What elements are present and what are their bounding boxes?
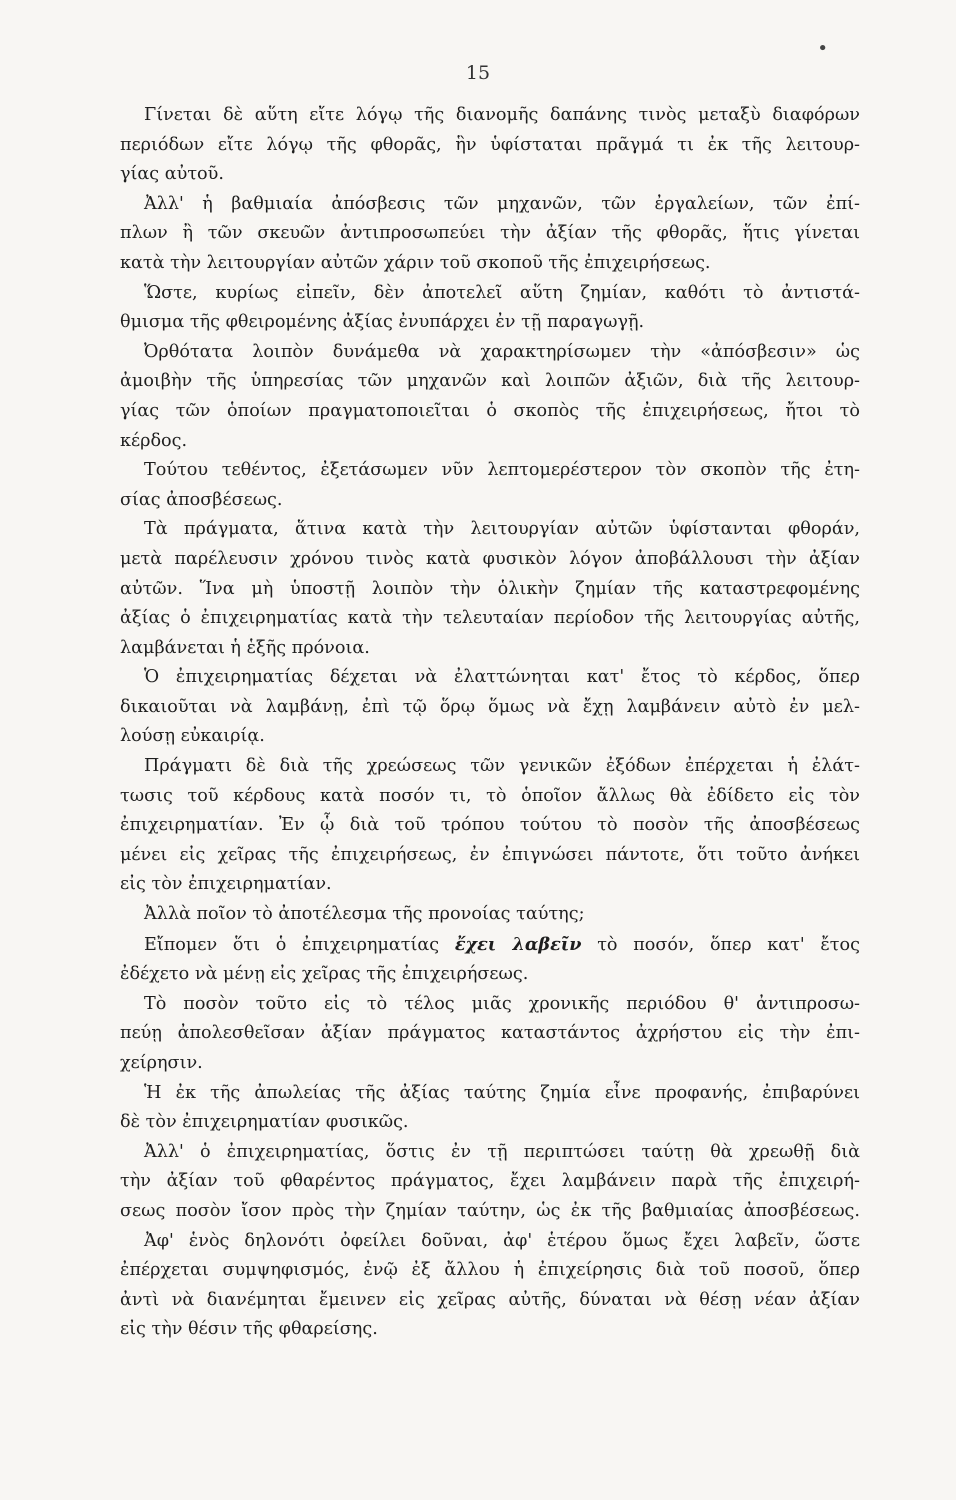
text-line: μετὰ παρέλευσιν χρόνου τινὸς κατὰ φυσικὸν λόγον ἀποβάλλουσι τὴν ἀξίαν: [120, 548, 860, 569]
text-line: Τούτου τεθέντος, ἐξετάσωμεν νῦν λεπτομερέστερον τὸν σκοπὸν τῆς ἐτη-: [144, 460, 860, 481]
text-line: κέρδος.: [120, 430, 188, 451]
text-line: Πράγματι δὲ διὰ τῆς χρεώσεως τῶν γενικῶν ἐξόδων ἐπέρχεται ἡ ἐλάτ-: [144, 756, 860, 777]
text-line: ἀξίας ὁ ἐπιχειρηματίας κατὰ τὴν τελευταίαν περίοδον τῆς λειτουργίας αὐτῆς,: [120, 608, 860, 629]
text-line: Τὰ πράγματα, ἅτινα κατὰ τὴν λειτουργίαν αὐτῶν ὑφίστανται φθοράν,: [144, 519, 860, 540]
text-line: τωσις τοῦ κέρδους κατὰ ποσόν τι, τὸ ὁποῖον ἄλλως θὰ ἐδίδετο εἰς τὸν: [120, 785, 860, 806]
text-line: σίας ἀποσβέσεως.: [120, 489, 283, 510]
text-line: κατὰ τὴν λειτουργίαν αὐτῶν χάριν τοῦ σκοποῦ τῆς ἐπιχειρήσεως.: [120, 252, 711, 273]
text-line: μένει εἰς χεῖρας τῆς ἐπιχειρήσεως, ἐν ἐπιγνώσει πάντοτε, ὅτι τοῦτο ἀνήκει: [120, 844, 860, 865]
text-line: δὲ τὸν ἐπιχειρηματίαν φυσικῶς.: [120, 1112, 409, 1133]
text-line: γίας αὐτοῦ.: [120, 164, 224, 185]
text-line: Ὀρθότατα λοιπὸν δυνάμεθα νὰ χαρακτηρίσωμεν τὴν «ἀπόσβεσιν» ὡς: [144, 341, 860, 362]
text-line: γίας τῶν ὁποίων πραγματοποιεῖται ὁ σκοπὸς τῆς ἐπιχειρήσεως, ἤτοι τὸ: [120, 400, 860, 421]
text-line: λούσῃ εὐκαιρίᾳ.: [120, 726, 265, 747]
page-number: 15: [465, 62, 491, 84]
text-line: Ἀλλ' ἡ βαθμιαία ἀπόσβεσις τῶν μηχανῶν, τῶν ἐργαλείων, τῶν ἐπί-: [144, 193, 860, 214]
text-segment: Εἴπομεν ὅτι ὁ ἐπιχειρηματίας: [144, 934, 455, 955]
text-line: ἀντὶ νὰ διανέμηται ἔμεινεν εἰς χεῖρας αὐτῆς, δύναται νὰ θέσῃ νέαν ἀξίαν: [120, 1289, 860, 1310]
text-line: Γίνεται δὲ αὕτη εἴτε λόγῳ τῆς διανομῆς δαπάνης τινὸς μεταξὺ διαφόρων: [144, 105, 860, 125]
body-text: [120, 101, 860, 1345]
text-line: εἰς τὸν ἐπιχειρηματίαν.: [120, 874, 332, 895]
text-line: θμισμα τῆς φθειρομένης ἀξίας ἐνυπάρχει ἐν τῇ παραγωγῇ.: [120, 312, 645, 333]
text-line: Ἀφ' ἑνὸς δηλονότι ὀφείλει δοῦναι, ἀφ' ἑτέρου ὅμως ἔχει λαβεῖν, ὥστε: [144, 1230, 860, 1251]
text-line: πεύῃ ἀπολεσθεῖσαν ἀξίαν πράγματος καταστάντος ἀχρήστου εἰς τὴν ἐπι-: [120, 1023, 860, 1044]
text-line: λαμβάνεται ἡ ἑξῆς πρόνοια.: [120, 637, 370, 658]
text-line: δικαιοῦται νὰ λαμβάνῃ, ἐπὶ τῷ ὅρῳ ὅμως νὰ ἔχῃ λαμβάνειν αὐτὸ ἐν μελ-: [120, 696, 860, 717]
text-line: Ὥστε, κυρίως εἰπεῖν, δὲν ἀποτελεῖ αὕτη ζημίαν, καθότι τὸ ἀντιστά-: [144, 282, 860, 303]
text-line: πλων ἢ τῶν σκευῶν ἀντιπροσωπεύει τὴν ἀξίαν τῆς φθορᾶς, ἥτις γίνεται: [120, 223, 860, 244]
text-line: ἐπέρχεται συμψηφισμός, ἐνῷ ἐξ ἄλλου ἡ ἐπιχείρησις διὰ τοῦ ποσοῦ, ὅπερ: [120, 1260, 860, 1281]
emphasized-phrase: ἔχει λαβεῖν: [454, 933, 582, 955]
text-line: Ὁ ἐπιχειρηματίας δέχεται νὰ ἐλαττώνηται κατ' ἔτος τὸ κέρδος, ὅπερ: [144, 667, 860, 688]
text-line: ἐδέχετο νὰ μένῃ εἰς χεῖρας τῆς ἐπιχειρήσεως.: [120, 964, 529, 985]
text-line: περιόδων εἴτε λόγῳ τῆς φθορᾶς, ἣν ὑφίσταται πρᾶγμά τι ἐκ τῆς λειτουρ-: [120, 134, 860, 155]
text-line: τὴν ἀξίαν τοῦ φθαρέντος πράγματος, ἔχει λαμβάνειν παρὰ τῆς ἐπιχειρή-: [120, 1171, 860, 1192]
page-dot-mark: •: [817, 38, 828, 59]
text-line: Ἀλλὰ ποῖον τὸ ἀποτέλεσμα τῆς προνοίας ταύτης;: [144, 904, 585, 925]
text-line: σεως ποσὸν ἴσον πρὸς τὴν ζημίαν ταύτην, ὡς ἐκ τῆς βαθμιαίας ἀποσβέσεως.: [120, 1200, 860, 1221]
text-line: [120, 930, 860, 961]
text-line: χείρησιν.: [120, 1053, 203, 1073]
text-line: Ἀλλ' ὁ ἐπιχειρηματίας, ὅστις ἐν τῇ περιπτώσει ταύτῃ θὰ χρεωθῇ διὰ: [144, 1141, 860, 1162]
text-line: Τὸ ποσὸν τοῦτο εἰς τὸ τέλος μιᾶς χρονικῆς περιόδου θ' ἀντιπροσω-: [144, 993, 860, 1014]
text-line: εἰς τὴν θέσιν τῆς φθαρείσης.: [120, 1319, 378, 1340]
text-line: αὐτῶν. Ἵνα μὴ ὑποστῇ λοιπὸν τὴν ὁλικὴν ζημίαν τῆς καταστρεφομένης: [120, 578, 860, 599]
text-line: ἐπιχειρηματίαν. Ἐν ᾧ διὰ τοῦ τρόπου τούτου τὸ ποσὸν τῆς ἀποσβέσεως: [120, 815, 860, 836]
text-segment: τὸ ποσόν, ὅπερ κατ' ἔτος: [581, 934, 860, 955]
text-line: Ἡ ἐκ τῆς ἀπωλείας τῆς ἀξίας ταύτης ζημία εἶνε προφανής, ἐπιβαρύνει: [144, 1082, 860, 1103]
text-line: ἀμοιβὴν τῆς ὑπηρεσίας τῶν μηχανῶν καὶ λοιπῶν ἀξιῶν, διὰ τῆς λειτουρ-: [120, 371, 860, 392]
